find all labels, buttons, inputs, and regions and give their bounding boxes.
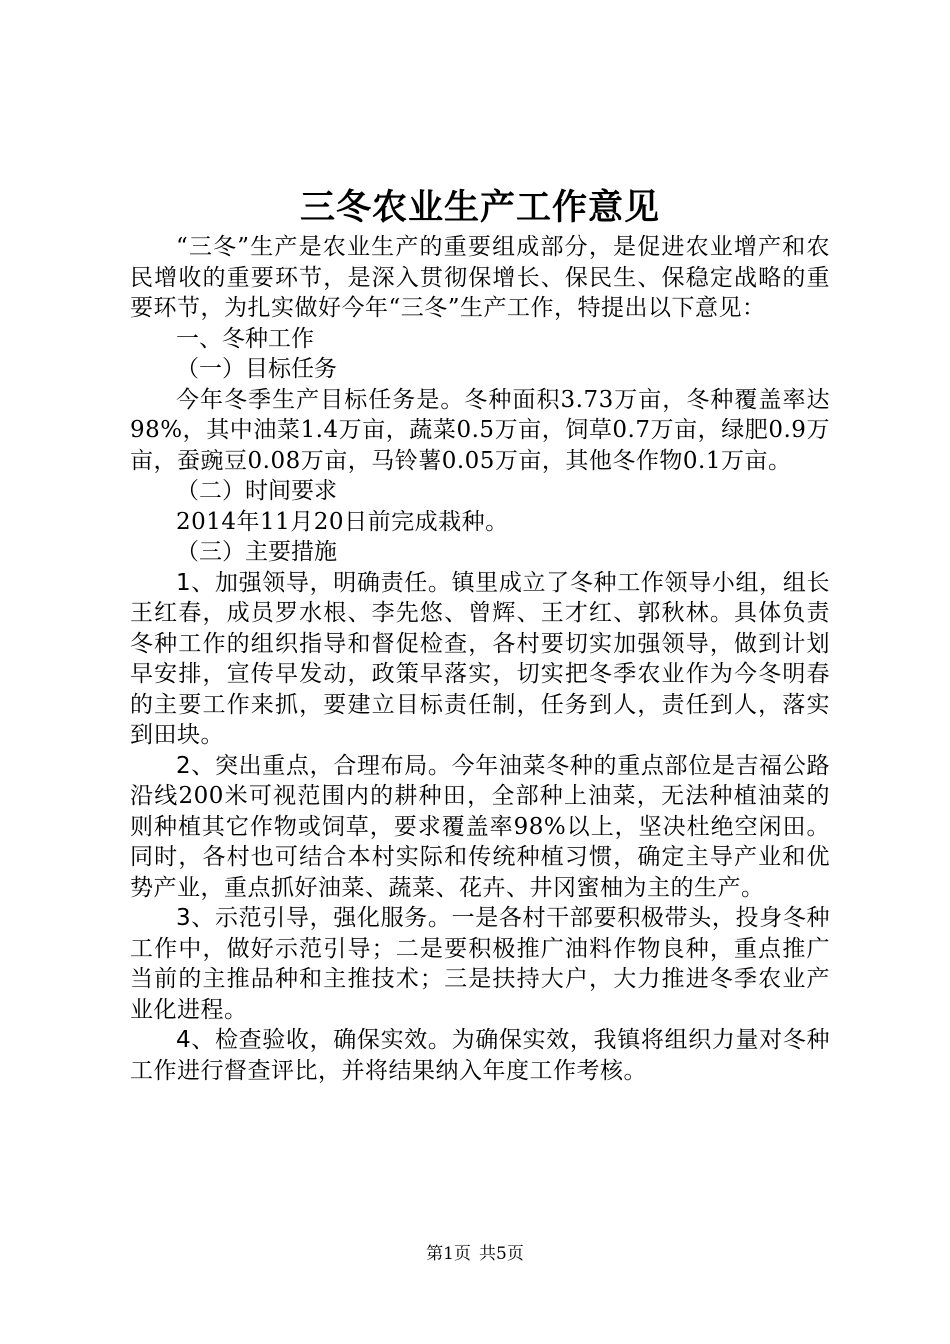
measure-text-1: 镇里成立了冬种工作领导小组，组长王红春，成员罗水根、李先悠、曾辉、王才红、郭秋林。具体负责冬种工作的组织指导和督促检查，各村要切实加强领导，做到计划早安排，宣传早发动，政策早落实，切实把冬季农业作为今冬明春的主要工作来抓，要建立目标责任制，任务到人，责任到人，落实到田块。 (130, 569, 831, 748)
measure-paragraph-3 (130, 903, 830, 1025)
measure-lead-4: 4、检查验收，确保实效。 (176, 1027, 452, 1053)
measure-lead-3: 3、示范引导，强化服务。 (176, 905, 452, 931)
page-number-current: 第1页 (426, 1244, 471, 1264)
document-title: 三冬农业生产工作意见 (299, 188, 660, 228)
measure-paragraph-2 (130, 751, 830, 904)
measure-paragraph-1 (130, 568, 830, 751)
measure-paragraph-4 (130, 1025, 830, 1086)
measure-lead-1: 1、加强领导，明确责任。 (176, 569, 452, 596)
subheading-targets: （一）目标任务 (176, 356, 337, 382)
subheading-main-measures: （三）主要措施 (176, 539, 337, 565)
measure-lead-2: 2、突出重点，合理布局。 (176, 752, 452, 779)
page-number-total: 共5页 (479, 1244, 524, 1264)
time-requirement-paragraph: 2014年11月20日前完成栽种。 (176, 508, 509, 535)
document-body (130, 186, 830, 1086)
section-heading-winter-planting: 一、冬种工作 (176, 325, 314, 352)
measure-text-2: 今年油菜冬种的重点部位是吉福公路沿线200米可视范围内的耕种田，全部种上油菜，无法种植油菜的则种植其它作物或饲草，要求覆盖率98%以上，坚决杜绝空闲田。同时，各村也可结合本村实际和传统种植习惯，确定主导产业和优势产业，重点抓好油菜、蔬菜、花卉、井冈蜜柚为主的生产。 (130, 752, 831, 901)
measure-text-4: 为确保实效，我镇将组织力量对冬种工作进行督查评比，并将结果纳入年度工作考核。 (130, 1027, 831, 1084)
measure-text-3: 一是各村干部要积极带头，投身冬种工作中，做好示范引导；二是要积极推广油料作物良种，重点推广当前的主推品种和主推技术；三是扶持大户，大力推进冬季农业产业化进程。 (130, 905, 831, 1023)
page-footer (0, 1243, 950, 1265)
targets-paragraph: 今年冬季生产目标任务是。冬种面积3.73万亩，冬种覆盖率达98%，其中油菜1.4万亩，蔬菜0.5万亩，饲草0.7万亩，绿肥0.9万亩，蚕豌豆0.08万亩，马铃薯0.05万亩，其他冬作物0.1万亩。 (130, 386, 830, 474)
subheading-time-requirement: （二）时间要求 (176, 478, 337, 504)
intro-paragraph: “三冬”生产是农业生产的重要组成部分，是促进农业增产和农民增收的重要环节，是深入贯彻保增长、保民生、保稳定战略的重要环节，为扎实做好今年“三冬”生产工作，特提出以下意见： (130, 234, 830, 321)
